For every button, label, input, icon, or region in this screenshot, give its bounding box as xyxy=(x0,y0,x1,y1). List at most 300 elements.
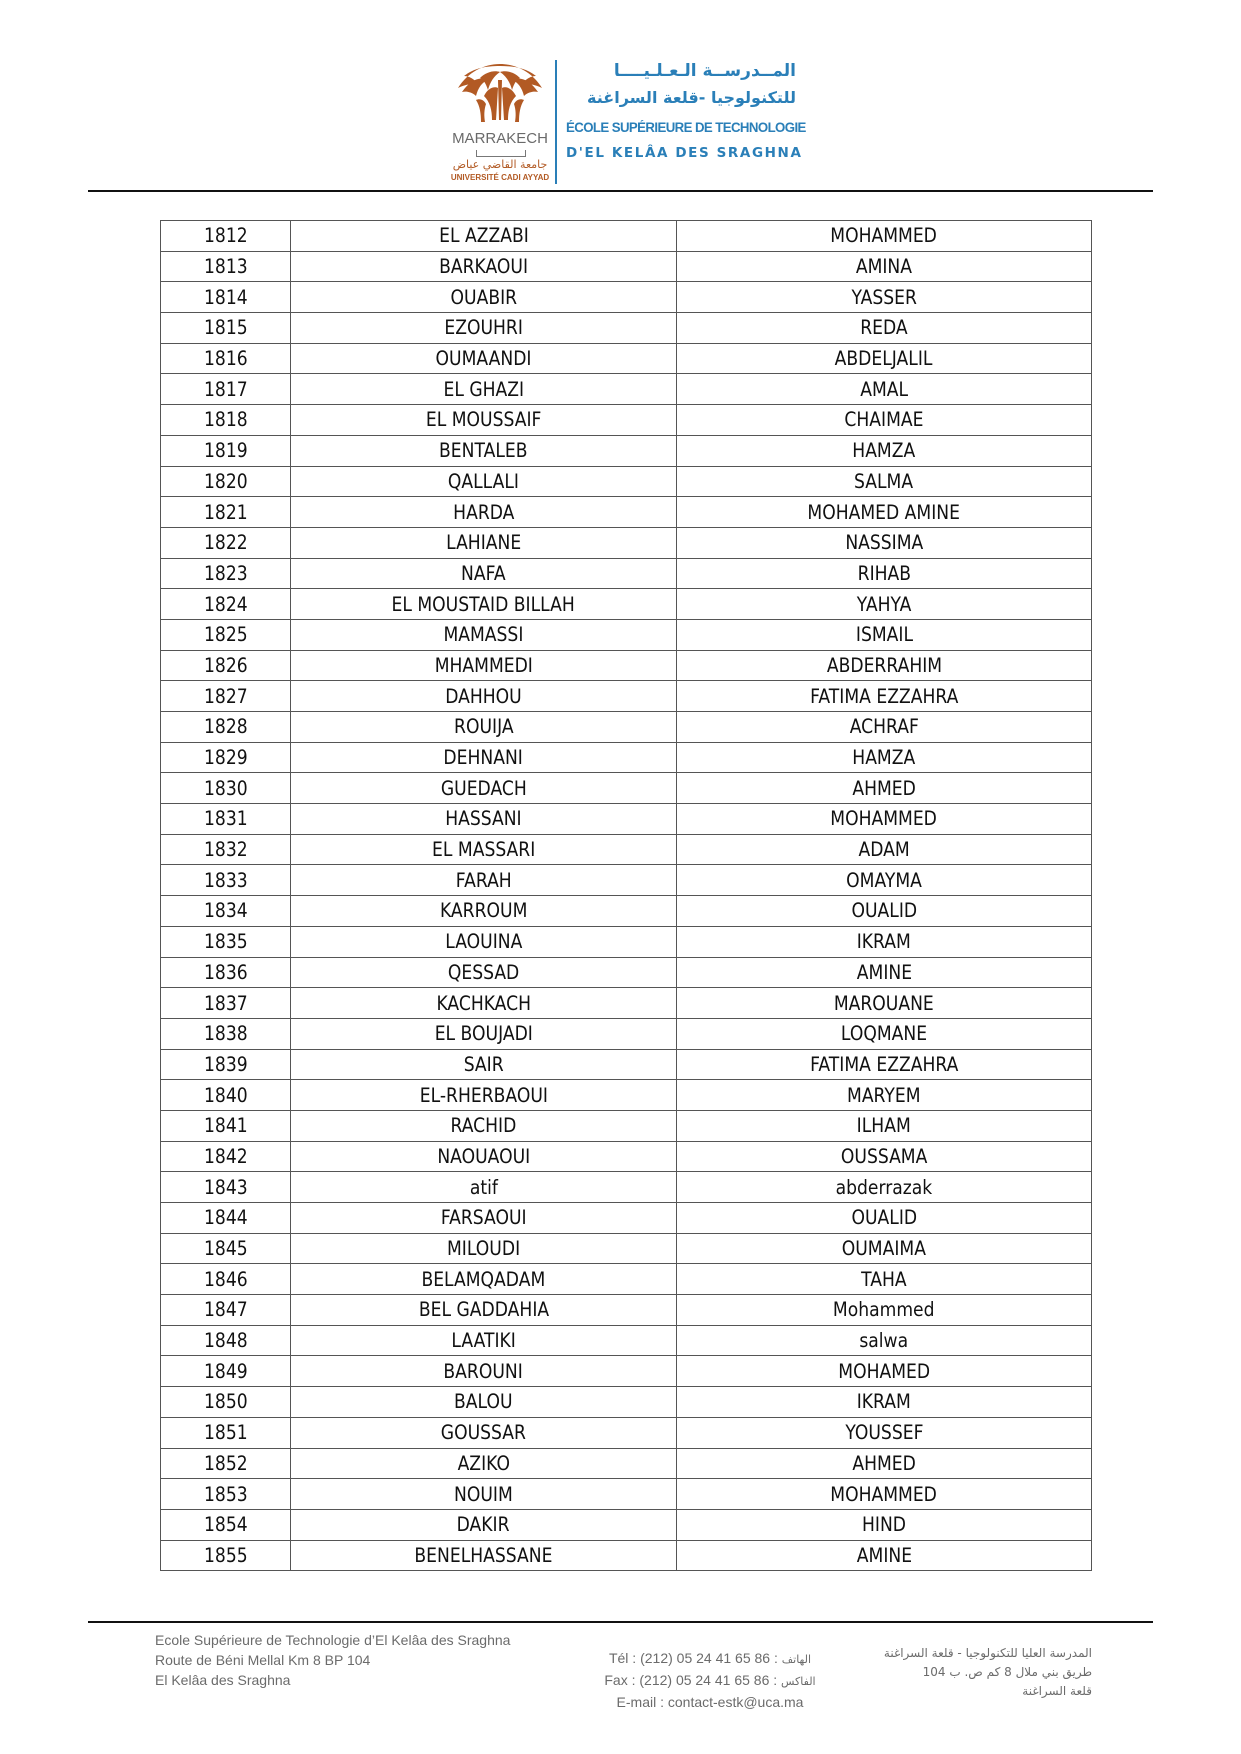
row-number-cell xyxy=(161,1448,291,1479)
row-number: 1850 xyxy=(203,1390,248,1414)
last-name-cell xyxy=(291,1479,677,1510)
table-row xyxy=(161,1295,1092,1326)
last-name: DEHNANI xyxy=(443,746,524,770)
last-name-cell xyxy=(291,1049,677,1080)
first-name: OUMAIMA xyxy=(841,1237,927,1261)
last-name: FARAH xyxy=(455,868,512,892)
last-name-cell xyxy=(291,650,677,681)
last-name: HARDA xyxy=(452,500,515,524)
footer-address-ar-line: المدرسة العليا للتكنولوجيا - قلعة السراغنة xyxy=(883,1646,1092,1660)
last-name-cell xyxy=(291,1110,677,1141)
first-name: SALMA xyxy=(854,469,914,493)
table-row xyxy=(161,589,1092,620)
row-number: 1839 xyxy=(203,1052,248,1076)
last-name: RACHID xyxy=(450,1114,517,1138)
table-row xyxy=(161,1417,1092,1448)
first-name: ABDELJALIL xyxy=(835,347,933,371)
student-list-body xyxy=(161,221,1092,1571)
row-number-cell xyxy=(161,589,291,620)
table-row xyxy=(161,773,1092,804)
last-name: LAATIKI xyxy=(451,1329,516,1353)
last-name-cell xyxy=(291,926,677,957)
row-number-cell xyxy=(161,1172,291,1203)
row-number-cell xyxy=(161,1479,291,1510)
school-name-ar-line2: للتكنولوجيا -قلعة السراغنة xyxy=(587,88,796,107)
table-row xyxy=(161,1172,1092,1203)
table-row xyxy=(161,1110,1092,1141)
first-name: IKRAM xyxy=(856,930,912,954)
row-number-cell xyxy=(161,435,291,466)
row-number: 1821 xyxy=(203,500,248,524)
last-name-cell xyxy=(291,988,677,1019)
last-name: SAIR xyxy=(463,1052,504,1076)
last-name-cell xyxy=(291,712,677,743)
row-number: 1840 xyxy=(203,1083,248,1107)
first-name: MOHAMMED xyxy=(830,1482,938,1506)
row-number-cell xyxy=(161,497,291,528)
row-number: 1845 xyxy=(203,1237,248,1261)
row-number: 1847 xyxy=(203,1298,248,1322)
last-name: EL BOUJADI xyxy=(434,1022,533,1046)
row-number-cell xyxy=(161,1387,291,1418)
last-name: NOUIM xyxy=(454,1482,513,1506)
row-number-cell xyxy=(161,343,291,374)
last-name: EL GHAZI xyxy=(443,377,524,401)
first-name: AMINE xyxy=(856,960,912,984)
table-row xyxy=(161,834,1092,865)
last-name-cell xyxy=(291,1448,677,1479)
table-row xyxy=(161,1141,1092,1172)
last-name: MAMASSI xyxy=(443,623,524,647)
first-name-cell xyxy=(677,896,1092,927)
last-name: BAROUNI xyxy=(443,1359,524,1383)
last-name-cell xyxy=(291,1141,677,1172)
last-name-cell xyxy=(291,1172,677,1203)
last-name: EZOUHRI xyxy=(444,316,523,340)
last-name-cell xyxy=(291,251,677,282)
first-name-cell xyxy=(677,313,1092,344)
table-row xyxy=(161,1325,1092,1356)
first-name-cell xyxy=(677,926,1092,957)
first-name: ADAM xyxy=(858,838,910,862)
table-row xyxy=(161,957,1092,988)
first-name: CHAIMAE xyxy=(844,408,924,432)
row-number-cell xyxy=(161,1540,291,1571)
first-name-cell xyxy=(677,957,1092,988)
row-number: 1855 xyxy=(203,1543,248,1567)
first-name: MOHAMED xyxy=(838,1359,930,1383)
table-row xyxy=(161,988,1092,1019)
first-name: MARYEM xyxy=(847,1083,921,1107)
row-number: 1833 xyxy=(203,868,248,892)
row-number-cell xyxy=(161,619,291,650)
last-name: BELAMQADAM xyxy=(421,1267,546,1291)
footer-phone xyxy=(590,1648,830,1670)
last-name-cell xyxy=(291,1233,677,1264)
row-number: 1844 xyxy=(203,1206,248,1230)
first-name-cell xyxy=(677,834,1092,865)
first-name-cell xyxy=(677,343,1092,374)
footer-fax-label-ar: الفاكس xyxy=(781,1675,816,1688)
table-row xyxy=(161,251,1092,282)
row-number-cell xyxy=(161,282,291,313)
table-row xyxy=(161,221,1092,252)
last-name: DAKIR xyxy=(457,1513,510,1537)
last-name-cell xyxy=(291,1387,677,1418)
first-name-cell xyxy=(677,1356,1092,1387)
row-number: 1818 xyxy=(203,408,248,432)
row-number-cell xyxy=(161,1233,291,1264)
first-name: MOHAMMED xyxy=(830,807,938,831)
table-row xyxy=(161,497,1092,528)
first-name-cell xyxy=(677,988,1092,1019)
footer-fax-label: Fax : (212) 05 24 41 65 86 : xyxy=(604,1672,778,1688)
last-name: DAHHOU xyxy=(445,684,522,708)
row-number: 1846 xyxy=(203,1267,248,1291)
last-name: QALLALI xyxy=(447,469,520,493)
first-name: TAHA xyxy=(861,1267,907,1291)
last-name-cell xyxy=(291,558,677,589)
row-number-cell xyxy=(161,1417,291,1448)
last-name: OUMAANDI xyxy=(435,347,532,371)
row-number-cell xyxy=(161,988,291,1019)
row-number: 1820 xyxy=(203,469,248,493)
table-row xyxy=(161,558,1092,589)
first-name: FATIMA EZZAHRA xyxy=(809,684,959,708)
table-row xyxy=(161,1387,1092,1418)
last-name-cell xyxy=(291,374,677,405)
first-name: OUALID xyxy=(851,899,917,923)
row-number: 1812 xyxy=(203,224,248,248)
last-name: BARKAOUI xyxy=(439,255,528,279)
row-number-cell xyxy=(161,1295,291,1326)
row-number-cell xyxy=(161,1264,291,1295)
first-name-cell xyxy=(677,712,1092,743)
last-name-cell xyxy=(291,1018,677,1049)
last-name: MHAMMEDI xyxy=(434,653,533,677)
last-name-cell xyxy=(291,619,677,650)
first-name: AHMED xyxy=(852,1451,916,1475)
table-row xyxy=(161,343,1092,374)
last-name-cell xyxy=(291,773,677,804)
row-number: 1824 xyxy=(203,592,248,616)
row-number: 1822 xyxy=(203,531,248,555)
row-number: 1829 xyxy=(203,746,248,770)
row-number: 1823 xyxy=(203,561,248,585)
table-row xyxy=(161,1509,1092,1540)
logo-university-ar: جامعة القاضي عياض xyxy=(452,158,548,171)
table-row xyxy=(161,804,1092,835)
footer-rule xyxy=(88,1621,1153,1623)
first-name: YAHYA xyxy=(856,592,912,616)
first-name: IKRAM xyxy=(856,1390,912,1414)
row-number: 1853 xyxy=(203,1482,248,1506)
last-name-cell xyxy=(291,435,677,466)
table-row xyxy=(161,1264,1092,1295)
row-number: 1814 xyxy=(203,285,248,309)
last-name-cell xyxy=(291,221,677,252)
row-number: 1825 xyxy=(203,623,248,647)
first-name-cell xyxy=(677,865,1092,896)
row-number-cell xyxy=(161,650,291,681)
footer-address-ar-line: قلعة السراغنة xyxy=(1022,1684,1092,1698)
school-name-fr-line2: D'EL KELÂA DES SRAGHNA xyxy=(566,145,803,161)
row-number-cell xyxy=(161,1080,291,1111)
first-name-cell xyxy=(677,589,1092,620)
university-logo xyxy=(448,58,552,186)
last-name-cell xyxy=(291,1325,677,1356)
first-name: abderrazak xyxy=(835,1175,933,1199)
first-name: ACHRAF xyxy=(849,715,919,739)
table-row xyxy=(161,896,1092,927)
table-row xyxy=(161,282,1092,313)
row-number-cell xyxy=(161,865,291,896)
footer-phone-label-ar: الهاتف xyxy=(781,1653,812,1666)
row-number: 1817 xyxy=(203,377,248,401)
row-number-cell xyxy=(161,957,291,988)
row-number: 1828 xyxy=(203,715,248,739)
last-name-cell xyxy=(291,1080,677,1111)
last-name-cell xyxy=(291,497,677,528)
last-name-cell xyxy=(291,896,677,927)
first-name: NASSIMA xyxy=(845,531,923,555)
row-number: 1837 xyxy=(203,991,248,1015)
table-row xyxy=(161,1540,1092,1571)
logo-university-fr: UNIVERSITÉ CADI AYYAD xyxy=(450,173,550,182)
row-number-cell xyxy=(161,527,291,558)
last-name: BENTALEB xyxy=(439,439,528,463)
row-number: 1832 xyxy=(203,838,248,862)
logo-bracket xyxy=(476,150,526,157)
first-name: Mohammed xyxy=(833,1298,935,1322)
row-number-cell xyxy=(161,1141,291,1172)
row-number-cell xyxy=(161,558,291,589)
row-number: 1841 xyxy=(203,1114,248,1138)
last-name: EL-RHERBAOUI xyxy=(419,1083,548,1107)
last-name-cell xyxy=(291,1203,677,1234)
row-number: 1854 xyxy=(203,1513,248,1537)
last-name: HASSANI xyxy=(445,807,522,831)
first-name-cell xyxy=(677,435,1092,466)
footer-address-fr xyxy=(155,1630,575,1690)
row-number-cell xyxy=(161,1110,291,1141)
first-name-cell xyxy=(677,1264,1092,1295)
first-name-cell xyxy=(677,1080,1092,1111)
first-name: HAMZA xyxy=(852,746,916,770)
last-name-cell xyxy=(291,865,677,896)
first-name: OMAYMA xyxy=(846,868,922,892)
last-name: atif xyxy=(469,1175,498,1199)
row-number: 1836 xyxy=(203,960,248,984)
row-number-cell xyxy=(161,313,291,344)
last-name-cell xyxy=(291,742,677,773)
first-name-cell xyxy=(677,1018,1092,1049)
first-name: OUSSAMA xyxy=(840,1144,928,1168)
first-name: AMINE xyxy=(856,1543,912,1567)
last-name-cell xyxy=(291,681,677,712)
first-name-cell xyxy=(677,497,1092,528)
first-name-cell xyxy=(677,742,1092,773)
first-name: REDA xyxy=(860,316,908,340)
first-name-cell xyxy=(677,1387,1092,1418)
row-number-cell xyxy=(161,374,291,405)
header-divider xyxy=(555,60,557,184)
footer-address-ar-line: طريق بني ملال 8 كم ص. ب 104 xyxy=(922,1665,1092,1679)
school-name-block xyxy=(566,58,806,161)
first-name-cell xyxy=(677,282,1092,313)
row-number-cell xyxy=(161,896,291,927)
school-name-fr-line1: ÉCOLE SUPÉRIEURE DE TECHNOLOGIE xyxy=(566,120,806,135)
last-name: EL MOUSSAIF xyxy=(425,408,542,432)
last-name: LAHIANE xyxy=(445,531,522,555)
first-name-cell xyxy=(677,1203,1092,1234)
first-name-cell xyxy=(677,681,1092,712)
table-row xyxy=(161,650,1092,681)
row-number-cell xyxy=(161,773,291,804)
footer-contact xyxy=(590,1648,830,1712)
row-number-cell xyxy=(161,466,291,497)
first-name-cell xyxy=(677,251,1092,282)
last-name: EL MOUSTAID BILLAH xyxy=(391,592,576,616)
row-number: 1842 xyxy=(203,1144,248,1168)
first-name-cell xyxy=(677,1295,1092,1326)
footer-email[interactable]: E-mail : contact-estk@uca.ma xyxy=(616,1694,804,1710)
first-name-cell xyxy=(677,221,1092,252)
school-name-ar-line1: المــدرســة الـعـلـيــــا xyxy=(613,61,796,81)
first-name: ISMAIL xyxy=(855,623,913,647)
last-name-cell xyxy=(291,1509,677,1540)
table-row xyxy=(161,1233,1092,1264)
first-name-cell xyxy=(677,527,1092,558)
row-number-cell xyxy=(161,804,291,835)
last-name-cell xyxy=(291,1264,677,1295)
last-name: OUABIR xyxy=(450,285,517,309)
table-row xyxy=(161,374,1092,405)
first-name-cell xyxy=(677,1325,1092,1356)
first-name-cell xyxy=(677,804,1092,835)
last-name-cell xyxy=(291,1356,677,1387)
first-name-cell xyxy=(677,619,1092,650)
table-row xyxy=(161,313,1092,344)
first-name-cell xyxy=(677,374,1092,405)
last-name: KACHKACH xyxy=(436,991,531,1015)
first-name-cell xyxy=(677,1172,1092,1203)
first-name-cell xyxy=(677,1417,1092,1448)
first-name-cell xyxy=(677,405,1092,436)
first-name-cell xyxy=(677,1049,1092,1080)
first-name: FATIMA EZZAHRA xyxy=(809,1052,959,1076)
row-number-cell xyxy=(161,1325,291,1356)
last-name: NAOUAOUI xyxy=(437,1144,530,1168)
last-name-cell xyxy=(291,589,677,620)
last-name-cell xyxy=(291,405,677,436)
last-name: QESSAD xyxy=(447,960,520,984)
last-name-cell xyxy=(291,343,677,374)
table-row xyxy=(161,1203,1092,1234)
row-number-cell xyxy=(161,681,291,712)
row-number: 1852 xyxy=(203,1451,248,1475)
logo-city: MARRAKECH xyxy=(452,130,548,147)
first-name: AMAL xyxy=(860,377,908,401)
row-number-cell xyxy=(161,1018,291,1049)
row-number: 1830 xyxy=(203,776,248,800)
table-row xyxy=(161,435,1092,466)
last-name-cell xyxy=(291,1540,677,1571)
row-number-cell xyxy=(161,221,291,252)
row-number: 1815 xyxy=(203,316,248,340)
last-name-cell xyxy=(291,1417,677,1448)
row-number-cell xyxy=(161,742,291,773)
first-name: YOUSSEF xyxy=(844,1421,924,1445)
first-name-cell xyxy=(677,1233,1092,1264)
table-row xyxy=(161,527,1092,558)
last-name: MILOUDI xyxy=(446,1237,521,1261)
first-name-cell xyxy=(677,466,1092,497)
row-number-cell xyxy=(161,251,291,282)
last-name-cell xyxy=(291,527,677,558)
table-row xyxy=(161,865,1092,896)
first-name: AMINA xyxy=(855,255,913,279)
row-number: 1831 xyxy=(203,807,248,831)
last-name-cell xyxy=(291,466,677,497)
table-row xyxy=(161,1356,1092,1387)
last-name: EL MASSARI xyxy=(431,838,536,862)
row-number-cell xyxy=(161,1049,291,1080)
last-name: GOUSSAR xyxy=(440,1421,527,1445)
row-number: 1813 xyxy=(203,255,248,279)
table-row xyxy=(161,742,1092,773)
row-number: 1827 xyxy=(203,684,248,708)
table-row xyxy=(161,466,1092,497)
last-name: ROUIJA xyxy=(453,715,514,739)
row-number-cell xyxy=(161,712,291,743)
row-number: 1851 xyxy=(203,1421,248,1445)
first-name-cell xyxy=(677,1509,1092,1540)
table-row xyxy=(161,619,1092,650)
row-number: 1849 xyxy=(203,1359,248,1383)
last-name: FARSAOUI xyxy=(440,1206,527,1230)
first-name-cell xyxy=(677,1110,1092,1141)
row-number-cell xyxy=(161,1356,291,1387)
last-name: KARROUM xyxy=(439,899,528,923)
last-name-cell xyxy=(291,957,677,988)
first-name-cell xyxy=(677,1479,1092,1510)
first-name: ABDERRAHIM xyxy=(826,653,942,677)
table-row xyxy=(161,926,1092,957)
row-number-cell xyxy=(161,834,291,865)
table-row xyxy=(161,712,1092,743)
first-name: OUALID xyxy=(851,1206,917,1230)
footer-address-line: Route de Béni Mellal Km 8 BP 104 xyxy=(155,1652,371,1668)
table-row xyxy=(161,681,1092,712)
first-name: YASSER xyxy=(851,285,917,309)
first-name-cell xyxy=(677,773,1092,804)
first-name: MAROUANE xyxy=(834,991,934,1015)
first-name-cell xyxy=(677,1540,1092,1571)
last-name-cell xyxy=(291,1295,677,1326)
last-name: BALOU xyxy=(454,1390,513,1414)
row-number: 1816 xyxy=(203,347,248,371)
last-name: LAOUINA xyxy=(444,930,523,954)
row-number-cell xyxy=(161,1509,291,1540)
first-name: RIHAB xyxy=(857,561,911,585)
row-number-cell xyxy=(161,1203,291,1234)
first-name: ILHAM xyxy=(856,1114,912,1138)
first-name-cell xyxy=(677,1448,1092,1479)
row-number: 1834 xyxy=(203,899,248,923)
first-name-cell xyxy=(677,650,1092,681)
first-name-cell xyxy=(677,1141,1092,1172)
